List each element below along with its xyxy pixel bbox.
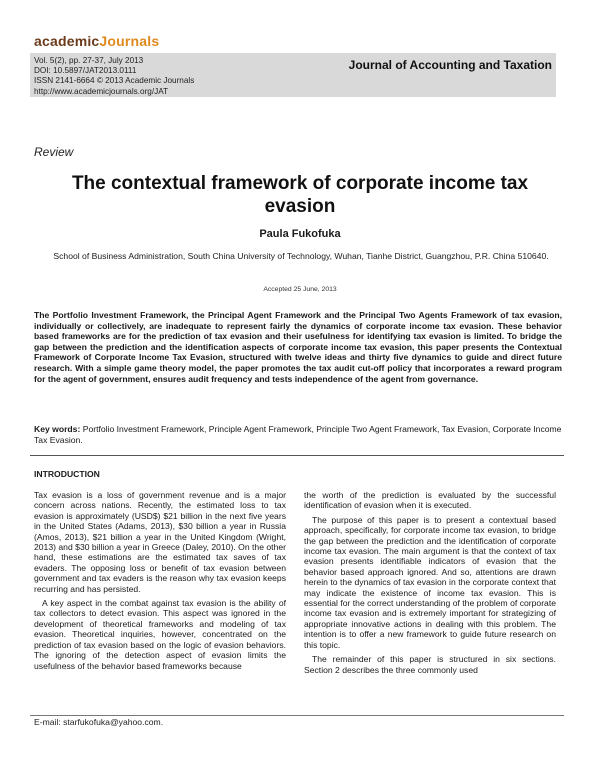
footer-divider [30,715,564,716]
paragraph: The purpose of this paper is to present a contextual based approach, specifically, for corporate income tax evasion, to bridge the gap between the prediction and the identification of corporate income tax evasion. The main argument is that the context of tax evasion presents identifiable indicators of evasion that the behavior based approach ignored. And so, attentions are drawn herein to the dynamics of tax evasion in the corporate context that may indicate the existence of income tax evasion. This is essential for the correct understanding of the problem of corporate income tax evasion and is extremely important for strategizing of appropriate innovative actions in dealing with this problem. The intention is to offer a new framework to guide future research on this topic. [304,514,556,650]
meta-url[interactable]: http://www.academicjournals.org/JAT [34,86,169,96]
abstract: The Portfolio Investment Framework, the Principal Agent Framework and the Principal Two Agents Framework of tax evasion, individually or collectively, are inadequate to represent fairly the dynamics of corporate income tax evasion. These behavior based frameworks are for the prediction of tax evasion and their usefulness for identifying tax evasion is limited. To bridge the gap between the prediction and the identification aspects of corporate income tax evasion, this paper presents the Contextual Framework of Corporate Income Tax Evasion, structured with twelve ideas and thirty five dynamics to guide and direct future research. With a simple game theory model, the paper promotes the tax audit cut-off policy that incorporates a reward program for the agent of government, ensures audit frequency and tests independence of the agent from governance. [34,310,562,384]
keywords-text: Portfolio Investment Framework, Principle Agent Framework, Principle Two Agent Framework, Tax Evasion, Corporate Income Tax Evasion. [34,424,562,445]
journal-meta [34,56,194,97]
author-email[interactable]: E-mail: starfukofuka@yahoo.com. [34,717,164,727]
paragraph: A key aspect in the combat against tax evasion is the ability of tax collectors to detect evasion. This aspect was ignored in the development of theoretical frameworks and modeling of tax evasion. Theoretical inquiries, however, concentrated on the prediction of tax evasion based on the logic of evasion behaviors. The ignoring of the detection aspect of evasion limits the usefulness of the behavior based frameworks because [34,598,286,671]
affiliation: School of Business Administration, South China University of Technology, Wuhan, Tianhe District, Guangzhou, P.R. China 510640. [53,251,549,261]
publisher-logo [34,33,159,49]
author-name: Paula Fukofuka [259,228,341,240]
meta-issn: ISSN 2141-6664 © 2013 Academic Journals [34,76,195,86]
logo-part-1: academic [34,33,100,49]
divider [30,455,564,456]
left-column [34,490,286,675]
meta-doi: DOI: 10.5897/JAT2013.0111 [34,66,137,76]
right-column [304,490,556,679]
logo-part-2: Journals [99,33,160,49]
paragraph: Tax evasion is a loss of government revenue and is a major concern across nations. Recently, the estimated loss to tax evasion is approximately (USD$) $21 billion in the next five years in the United States (Adams, 2013), $30 billion a year in Russia (Amos, 2013), $21 billion a year in the United Kingdom (Wright, 2013) and $30 billion a year in Greece (Daley, 2010). On the other hand, these estimations are the estimated tax saves of tax evaders. The opposing loss or benefit of tax evasion between government and tax evaders is the reason why tax evasion keeps recurring and has persisted. [34,490,286,594]
accepted-date: Accepted 25 June, 2013 [263,286,337,293]
intro-heading: INTRODUCTION [34,469,100,479]
keywords-label: Key words: [34,424,81,434]
journal-name: Journal of Accounting and Taxation [348,58,552,72]
paragraph: the worth of the prediction is evaluated by the successful identification of evasion when it is executed. [304,490,556,511]
meta-volume: Vol. 5(2), pp. 27-37, July 2013 [34,56,144,65]
paper-title: The contextual framework of corporate income tax evasion [71,173,529,217]
paragraph: The remainder of this paper is structured in six sections. Section 2 describes the three commonly used [304,654,556,675]
keywords [34,424,562,446]
section-label: Review [34,145,74,159]
